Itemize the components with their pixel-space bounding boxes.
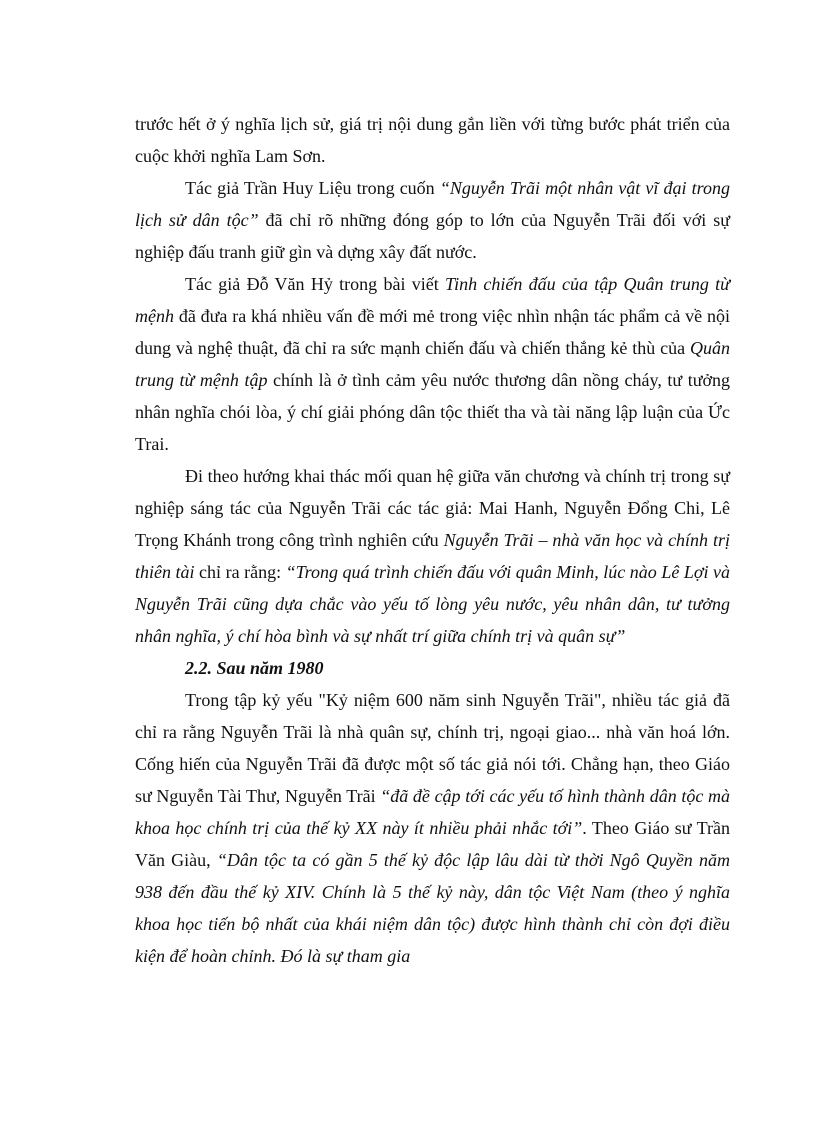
paragraph-2-text-c: đã chỉ rõ những đóng góp to lớn của Nguyễn Trãi đối với sự nghiệp đấu tranh giữ gìn và dựng xây đất nước.	[135, 210, 730, 262]
paragraph-3	[135, 268, 730, 460]
paragraph-2-text-a: Tác giả Trần Huy Liệu trong cuốn	[185, 178, 440, 198]
paragraph-5-quote-2: “Dân tộc ta có gần 5 thế kỷ độc lập lâu dài từ thời Ngô Quyền năm 938 đến đầu thế kỷ XIV. Chính là 5 thế kỷ này, dân tộc Việt Nam (theo ý nghĩa khoa học tiến bộ nhất của khái niệm dân tộc) được hình thành chỉ còn đợi điều kiện để hoàn chỉnh. Đó là sự tham gia	[135, 850, 730, 966]
paragraph-3-text-e: chính là ở tình cảm yêu nước thương dân nồng cháy, tư tưởng nhân nghĩa chói lòa, ý chí giải phóng dân tộc thiết tha và tài năng lập luận của Ức Trai.	[135, 370, 730, 454]
paragraph-3-article-title: Tinh chiến đấu của tập Quân trung từ mệnh	[135, 274, 730, 326]
paragraph-5-quote-1: “đã đề cập tới các yếu tố hình thành dân tộc mà khoa học chính trị của thế kỷ XX này ít nhiều phải nhắc tới”	[135, 786, 730, 838]
paragraph-4	[135, 460, 730, 652]
paragraph-3-text-a: Tác giả Đỗ Văn Hỷ trong bài viết	[185, 274, 446, 294]
paragraph-4-text-a: Đi theo hướng khai thác mối quan hệ giữa văn chương và chính trị trong sự nghiệp sáng tác của Nguyễn Trãi các tác giả: Mai Hanh, Nguyễn Đổng Chi, Lê Trọng Khánh trong công trình nghiên cứu	[135, 466, 730, 550]
paragraph-3-work-title: Quân trung từ mệnh tập	[135, 338, 730, 390]
section-heading: 2.2. Sau năm 1980	[185, 658, 324, 678]
paragraph-1-text: trước hết ở ý nghĩa lịch sử, giá trị nội dung gắn liền với từng bước phát triển của cuộc khởi nghĩa Lam Sơn.	[135, 114, 730, 166]
paragraph-3-text-c: đã đưa ra khá nhiều vấn đề mới mẻ trong việc nhìn nhận tác phẩm cả về nội dung và nghệ thuật, đã chỉ ra sức mạnh chiến đấu và chiến thắng kẻ thù của	[135, 306, 730, 358]
paragraph-4-work-title: Nguyễn Trãi – nhà văn học và chính trị thiên tài	[135, 530, 730, 582]
paragraph-5	[135, 684, 730, 972]
paragraph-4-text-c: chỉ ra rằng:	[194, 562, 286, 582]
paragraph-4-quote: “Trong quá trình chiến đấu với quân Minh, lúc nào Lê Lợi và Nguyễn Trãi cũng dựa chắc vào yếu tố lòng yêu nước, yêu nhân dân, tư tưởng nhân nghĩa, ý chí hòa bình và sự nhất trí giữa chính trị và quân sự”	[135, 562, 730, 646]
paragraph-1	[135, 108, 730, 172]
paragraph-2	[135, 172, 730, 268]
page-body	[135, 108, 730, 972]
paragraph-2-book-title: “Nguyễn Trãi một nhân vật vĩ đại trong lịch sử dân tộc”	[135, 178, 731, 230]
paragraph-5-text-a: Trong tập kỷ yếu "Kỷ niệm 600 năm sinh Nguyễn Trãi", nhiều tác giả đã chỉ ra rằng Nguyễn Trãi là nhà quân sự, chính trị, ngoại giao... nhà văn hoá lớn. Cống hiến của Nguyễn Trãi đã được một số tác giả nói tới. Chẳng hạn, theo Giáo sư Nguyễn Tài Thư, Nguyễn Trãi	[135, 690, 730, 806]
paragraph-5-text-c: . Theo Giáo sư Trần Văn Giàu,	[135, 818, 731, 870]
